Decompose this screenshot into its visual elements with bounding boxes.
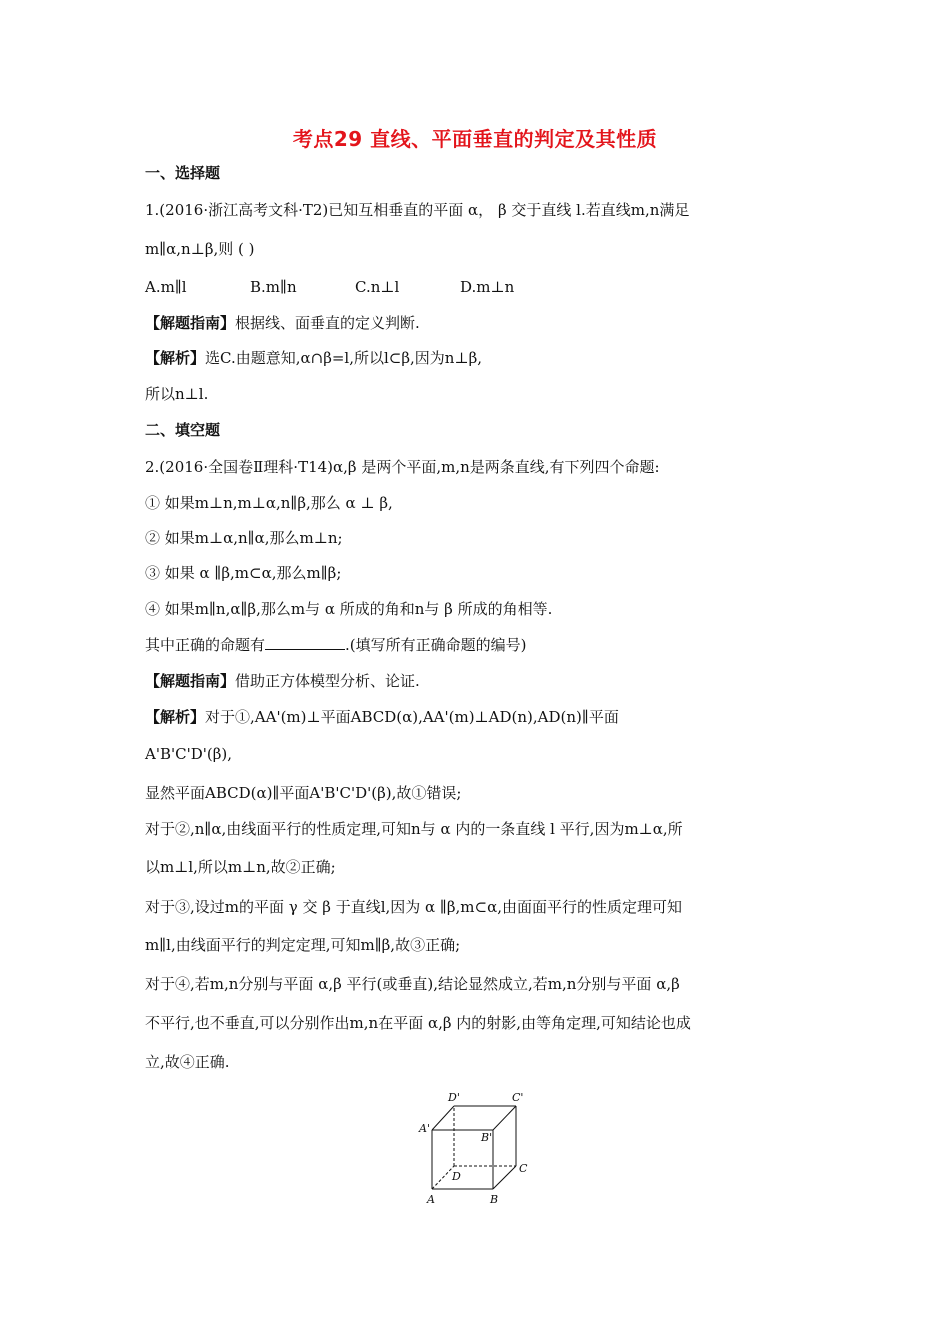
label-a: A: [427, 1193, 435, 1206]
q2-analysis-line9: 不平行,也不垂直,可以分别作出m,n在平面 α,β 内的射影,由等角定理,可知结论也成: [145, 1014, 691, 1032]
page-title: 考点29 直线、平面垂直的判定及其性质: [292, 127, 658, 151]
fill-suffix: .(填写所有正确命题的编号): [345, 636, 527, 654]
label-a1: A': [419, 1122, 430, 1135]
q1-stem-line2: m∥α,n⊥β,则 ( ): [145, 240, 255, 258]
q2-analysis-line10: 立,故④正确.: [145, 1053, 230, 1071]
section-heading-fill: 二、填空题: [145, 421, 221, 439]
q2-proposition-2: ② 如果m⊥α,n∥α,那么m⊥n;: [145, 529, 343, 547]
q2-analysis-line6: 对于③,设过m的平面 γ 交 β 于直线l,因为 α ∥β,m⊂α,由面面平行的性质定理可知: [145, 898, 682, 916]
analysis-tag: 【解析】: [145, 349, 206, 367]
label-c1: C': [512, 1091, 524, 1104]
edge-b1-c1: [493, 1106, 516, 1130]
label-b: B: [490, 1193, 499, 1206]
choice-d: D.m⊥n: [460, 278, 515, 296]
label-c: C: [519, 1162, 528, 1175]
edge-a1-d1: [432, 1106, 454, 1130]
q2-analysis-line7: m∥l,由线面平行的判定定理,可知m∥β,故③正确;: [145, 936, 461, 954]
hidden-edge-a-d: [432, 1166, 454, 1189]
q2-fill-line: [145, 635, 527, 655]
guide-tag: 【解题指南】: [145, 672, 236, 690]
q2-analysis-line5: 以m⊥l,所以m⊥n,故②正确;: [145, 858, 336, 876]
analysis-text: 对于①,AA'(m)⊥平面ABCD(α),AA'(m)⊥AD(n),AD(n)∥平面: [205, 708, 619, 726]
label-d1: D': [448, 1091, 460, 1104]
label-b1: B': [481, 1131, 493, 1144]
q2-proposition-4: ④ 如果m∥n,α∥β,那么m与 α 所成的角和n与 β 所成的角相等.: [145, 600, 553, 618]
q1-choices: [145, 277, 514, 297]
cube-figure: [410, 1085, 540, 1210]
q2-proposition-3: ③ 如果 α ∥β,m⊂α,那么m∥β;: [145, 564, 342, 582]
q1-guide: [145, 313, 420, 333]
choice-c: C.n⊥l: [355, 278, 400, 296]
label-d: D: [452, 1170, 461, 1183]
q1-stem-line1: 1.(2016·浙江高考文科·T2)已知互相垂直的平面 α， β 交于直线 l.若直线m,n满足: [145, 201, 690, 219]
guide-text: 根据线、面垂直的定义判断.: [235, 314, 420, 332]
guide-text: 借助正方体模型分析、论证.: [235, 672, 420, 690]
q1-analysis-line2: 所以n⊥l.: [145, 385, 209, 403]
fill-prefix: 其中正确的命题有: [145, 636, 266, 654]
guide-tag: 【解题指南】: [145, 314, 236, 332]
q1-analysis: [145, 348, 482, 368]
choice-b: B.m∥n: [250, 278, 297, 296]
analysis-tag: 【解析】: [145, 708, 206, 726]
edge-b-c: [493, 1166, 516, 1189]
q2-analysis: [145, 707, 619, 727]
section-heading-choice: 一、选择题: [145, 164, 221, 182]
q2-analysis-line8: 对于④,若m,n分别与平面 α,β 平行(或垂直),结论显然成立,若m,n分别与平面 α,β: [145, 975, 680, 993]
q2-analysis-line4: 对于②,n∥α,由线面平行的性质定理,可知n与 α 内的一条直线 l 平行,因为m⊥α,所: [145, 820, 683, 838]
q2-analysis-line2: A'B'C'D'(β),: [145, 745, 232, 763]
q2-stem: 2.(2016·全国卷Ⅱ理科·T14)α,β 是两个平面,m,n是两条直线,有下列四个命题:: [145, 458, 660, 476]
q2-analysis-line3: 显然平面ABCD(α)∥平面A'B'C'D'(β),故①错误;: [145, 784, 462, 802]
q2-proposition-1: ① 如果m⊥n,m⊥α,n∥β,那么 α ⊥ β,: [145, 494, 393, 512]
choice-a: A.m∥l: [145, 278, 187, 296]
answer-blank[interactable]: [265, 635, 345, 650]
q2-guide: [145, 671, 420, 691]
analysis-text: 选C.由题意知,α∩β=l,所以l⊂β,因为n⊥β,: [205, 349, 483, 367]
